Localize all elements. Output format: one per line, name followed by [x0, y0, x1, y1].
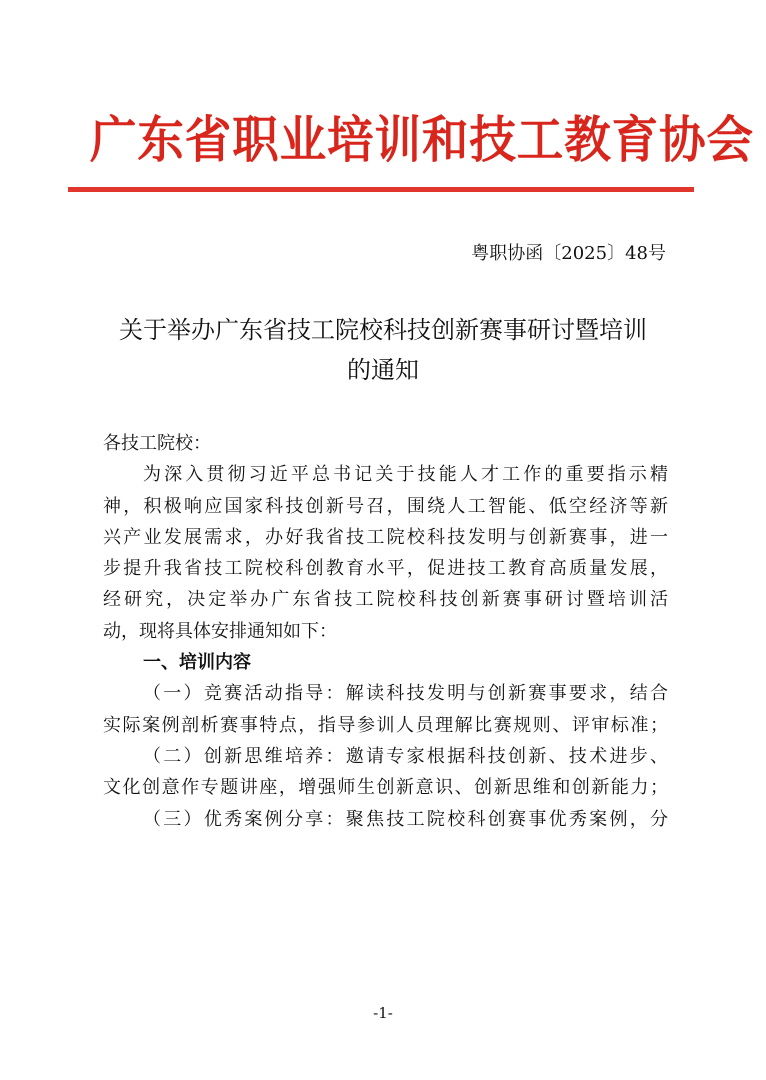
paragraph-line: 经研究，决定举办广东省技工院校科技创新赛事研讨暨培训活	[103, 589, 668, 611]
title-line-2: 的通知	[347, 356, 419, 384]
page-number: -1-	[373, 1004, 393, 1022]
masthead-red-rule	[68, 187, 694, 192]
list-item-line: （三）优秀案例分享：聚焦技工院校科创赛事优秀案例，分	[143, 808, 668, 830]
document-number: 粤职协函〔2025〕48号	[471, 243, 666, 264]
document-title	[86, 310, 680, 390]
paragraph-line: 神，积极响应国家科技创新号召，围绕人工智能、低空经济等新	[103, 495, 668, 517]
list-item-line: 文化创意作专题讲座，增强师生创新意识、创新思维和创新能力；	[103, 777, 668, 799]
section-heading: 一、培训内容	[143, 652, 251, 674]
paragraph-line: 为深入贯彻习近平总书记关于技能人才工作的重要指示精	[143, 464, 668, 486]
document-body	[103, 428, 668, 835]
paragraph-line: 动，现将具体安排通知如下：	[103, 620, 337, 642]
paragraph-line: 兴产业发展需求，办好我省技工院校科技发明与创新赛事，进一	[103, 526, 668, 548]
organization-masthead: 广东省职业培训和技工教育协会	[89, 111, 754, 169]
list-item-line: 实际案例剖析赛事特点，指导参训人员理解比赛规则、评审标准；	[103, 714, 668, 736]
list-item-line: （一）竞赛活动指导：解读科技发明与创新赛事要求，结合	[143, 683, 668, 705]
title-line-1: 关于举办广东省技工院校科技创新赛事研讨暨培训	[119, 316, 647, 344]
list-item-line: （二）创新思维培养：邀请专家根据科技创新、技术进步、	[143, 745, 668, 767]
salutation: 各技工院校：	[103, 433, 211, 454]
paragraph-line: 步提升我省技工院校科创教育水平，促进技工教育高质量发展，	[103, 558, 668, 580]
